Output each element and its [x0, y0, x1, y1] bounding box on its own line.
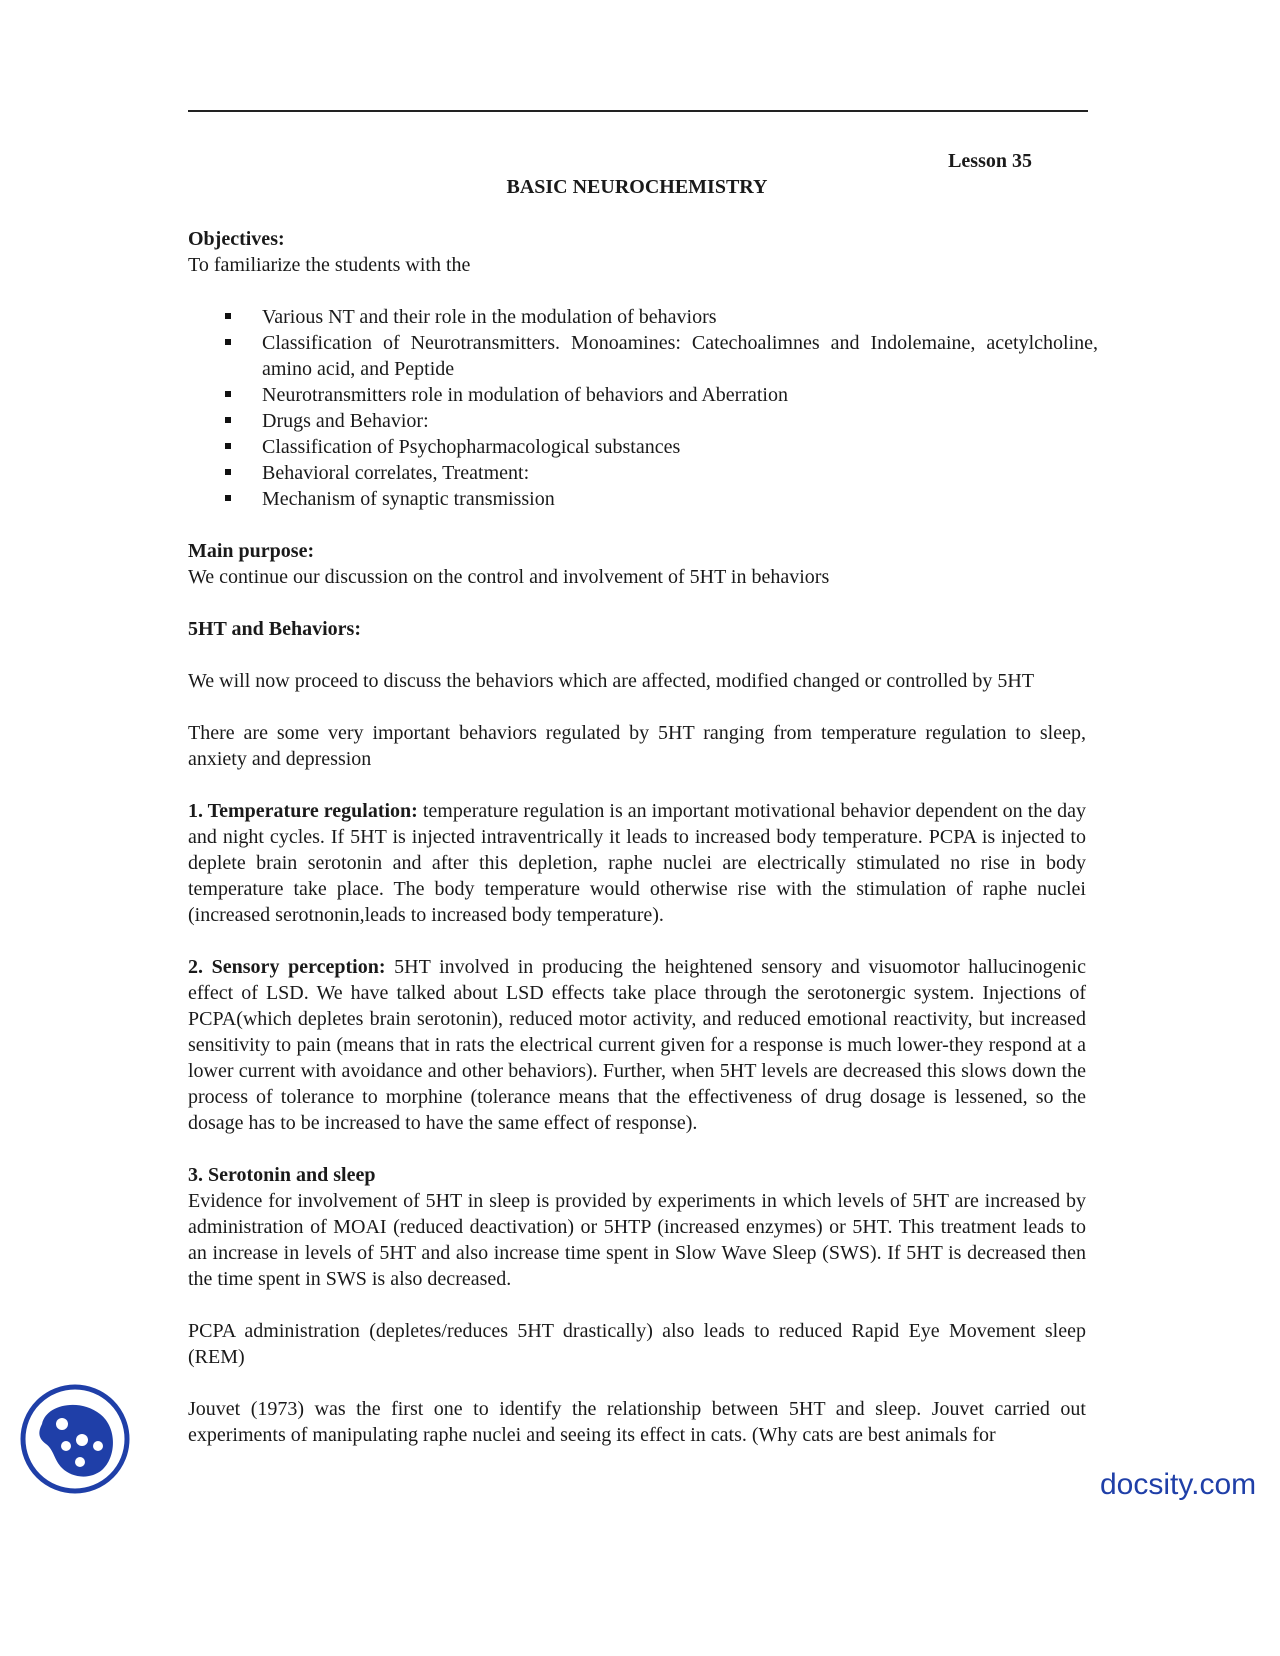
docsity-watermark: docsity.com [1100, 1468, 1257, 1501]
list-item: Classification of Psychopharmacological substances [262, 434, 1098, 460]
objectives-list [188, 304, 1098, 512]
sleep-paragraph-1: Evidence for involvement of 5HT in sleep is provided by experiments in which levels of 5HT are increased by administration of MOAI (reduced deactivation) or 5HTP (increased enzymes) or 5HT. This treatment leads to an increase in levels of 5HT and also increase time spent in Slow Wave Sleep (SWS). If 5HT is decreased then the time spent in SWS is also decreased. [188, 1190, 1086, 1290]
sensory-paragraph [188, 954, 1086, 1136]
5ht-paragraph-1: We will now proceed to discuss the behaviors which are affected, modified changed or controlled by 5HT [188, 670, 1035, 692]
list-item: Mechanism of synaptic transmission [262, 486, 1098, 512]
sensory-text: 5HT involved in producing the heightened sensory and visuomotor hallucinogenic effect of LSD. We have talked about LSD effects take place through the serotonergic system. Injections of PCPA(which depletes brain serotonin), reduced motor activity, and reduced emotional reactivity, but increased sensitivity to pain (means that in rats the electrical current given for a response is much lower-they respond at a lower current with avoidance and other behaviors). Further, when 5HT levels are decreased this slows down the process of tolerance to morphine (tolerance means that the effectiveness of drug dosage is lessened, so the dosage has to be increased to have the same effect of response). [188, 956, 1086, 1134]
list-item: Neurotransmitters role in modulation of behaviors and Aberration [262, 382, 1098, 408]
spacer [188, 928, 1086, 954]
list-item: Classification of Neurotransmitters. Monoamines: Catechoalimnes and Indolemaine, acetylcholine, amino acid, and Peptide [262, 332, 1098, 380]
5ht-behaviors-heading: 5HT and Behaviors: [188, 618, 361, 640]
spacer [188, 1136, 1086, 1162]
spacer [188, 512, 1086, 538]
document-title: BASIC NEUROCHEMISTRY [506, 176, 768, 198]
spacer [188, 642, 1086, 668]
sleep-paragraph-3: Jouvet (1973) was the first one to identify the relationship between 5HT and sleep. Jouvet carried out experiments of manipulating raphe nuclei and seeing its effect in cats. (Why cats are best animals for [188, 1398, 1086, 1446]
objectives-heading: Objectives: [188, 228, 285, 250]
temperature-label: 1. Temperature regulation: [188, 800, 418, 822]
spacer [188, 1370, 1086, 1396]
main-purpose-text: We continue our discussion on the control and involvement of 5HT in behaviors [188, 566, 830, 588]
list-item: Drugs and Behavior: [262, 408, 1098, 434]
spacer [188, 772, 1086, 798]
sleep-heading: 3. Serotonin and sleep [188, 1164, 376, 1186]
spacer [188, 1292, 1086, 1318]
5ht-paragraph-2: There are some very important behaviors regulated by 5HT ranging from temperature regulation to sleep, anxiety and depression [188, 722, 1086, 770]
spacer [188, 278, 1086, 304]
lesson-number: Lesson 35 [948, 150, 1032, 172]
spacer [188, 590, 1086, 616]
sensory-label: 2. Sensory perception: [188, 956, 386, 978]
docsity-logo-icon [20, 1384, 130, 1494]
sleep-paragraph-2: PCPA administration (depletes/reduces 5HT drastically) also leads to reduced Rapid Eye Movement sleep (REM) [188, 1320, 1086, 1368]
list-item: Behavioral correlates, Treatment: [262, 460, 1098, 486]
list-item: Various NT and their role in the modulation of behaviors [262, 304, 1098, 330]
temperature-text: temperature regulation is an important motivational behavior dependent on the day and night cycles. If 5HT is injected intraventrically it leads to increased body temperature. PCPA is injected to deplete brain serotonin and after this depletion, raphe nuclei are electrically stimulated no rise in body temperature take place. The body temperature would otherwise rise with the stimulation of raphe nuclei (increased serotnonin,leads to increased body temperature). [188, 800, 1087, 926]
main-purpose-heading: Main purpose: [188, 540, 315, 562]
temperature-paragraph [188, 798, 1086, 928]
spacer [188, 694, 1086, 720]
top-rule [188, 110, 1088, 112]
objectives-intro: To familiarize the students with the [188, 254, 471, 276]
document-body [188, 148, 1098, 1448]
